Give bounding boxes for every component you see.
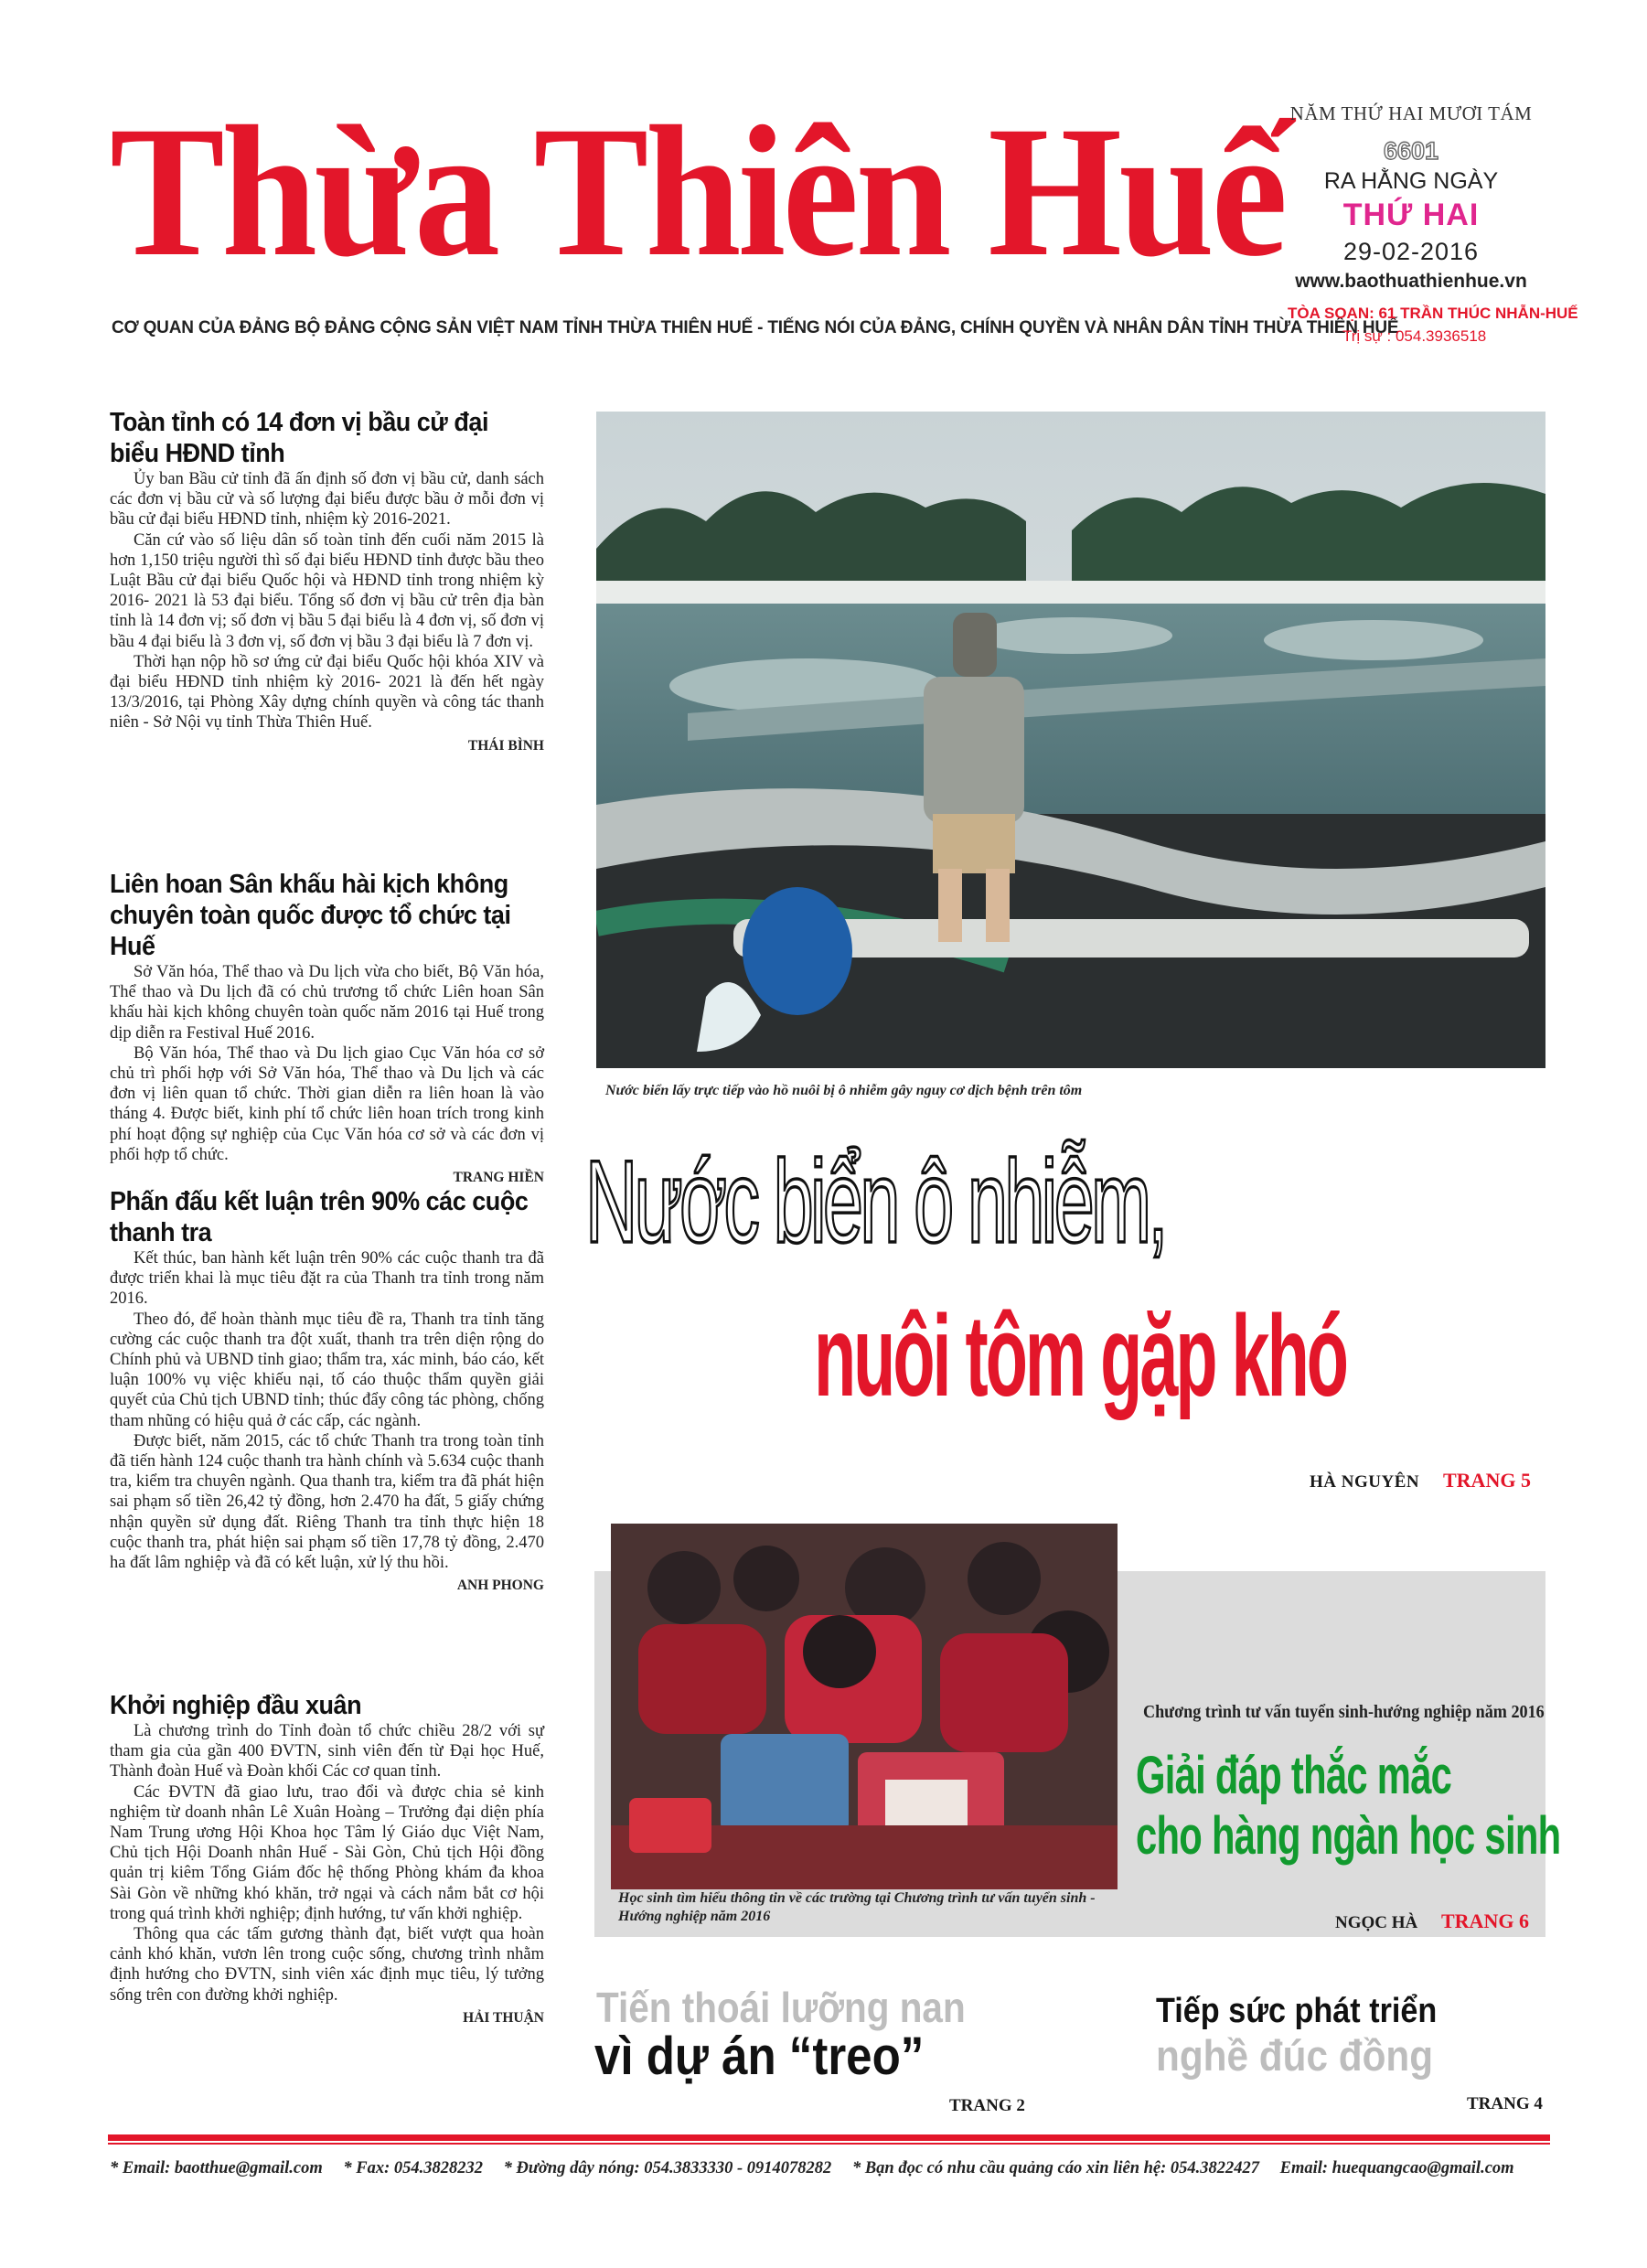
feature-kicker: Chương trình tư vấn tuyển sinh-hướng nghiệp năm 2016: [1143, 1703, 1545, 1722]
lead-page-ref[interactable]: TRANG 5: [1443, 1469, 1531, 1492]
lead-photo-caption: Nước biển lấy trực tiếp vào hồ nuôi bị ô nhiễm gây nguy cơ dịch bệnh trên tôm: [605, 1083, 1083, 1098]
teaser-bronze-line2[interactable]: nghề đúc đồng: [1156, 2031, 1434, 2080]
teaser-project-line1[interactable]: Tiến thoái lưỡng nan: [596, 1984, 966, 2031]
article-body: [110, 1248, 544, 1573]
article-startup: [110, 1690, 544, 2027]
masthead-title: Thừa Thiên Huế: [110, 88, 1285, 295]
lead-title-line2[interactable]: nuôi tôm gặp khó: [814, 1291, 1346, 1420]
footer-ads-email[interactable]: Email: huequangcao@gmail.com: [1279, 2159, 1514, 2177]
footer-ads-contact: * Bạn đọc có nhu cầu quảng cáo xin liên hệ: 054.3822427: [851, 2159, 1260, 2177]
article-comedy-festival: [110, 869, 544, 1186]
feature-page-ref[interactable]: TRANG 6: [1441, 1910, 1529, 1932]
issue-number: 6601: [1383, 137, 1439, 165]
article-paragraph: Căn cứ vào số liệu dân số toàn tỉnh đến cuối năm 2015 là hơn 1,150 triệu người thì số đại biểu HĐND tỉnh được bầu theo Luật Bầu cử đại biểu Quốc hội và HĐND tỉnh trong nhiệm kỳ 2016- 2021 là 53 đại biểu. Tổng số đơn vị bầu cử trên địa bàn tỉnh là 14 đơn vị; số đơn vị bầu 5 đại biểu là 4 đơn vị, số đơn vị bầu 4 đại biểu là 3 đơn vị, số đơn vị bầu 3 đại biểu là 7 đơn vị.: [110, 530, 544, 651]
article-paragraph: Kết thúc, ban hành kết luận trên 90% các cuộc thanh tra đã được triển khai là mục tiêu đặt ra của Thanh tra tỉnh trong năm 2016.: [110, 1249, 544, 1309]
article-paragraph: Là chương trình do Tỉnh đoàn tổ chức chiều 28/2 với sự tham gia của gần 400 ĐVTN, sinh viên đến từ Đại học Huế, Thành đoàn Huế và Đoàn khối Các cơ quan tỉnh.: [110, 1722, 544, 1781]
article-paragraph: Sở Văn hóa, Thể thao và Du lịch vừa cho biết, Bộ Văn hóa, Thể thao và Du lịch đã có chủ trương tổ chức Liên hoan Sân khấu hài kịch không chuyên toàn quốc năm 2016 tại Huế trong dịp diễn ra Festival Huế 2016.: [110, 963, 544, 1043]
article-headline[interactable]: Liên hoan Sân khấu hài kịch không chuyên toàn quốc được tổ chức tại Huế: [110, 870, 511, 961]
article-body: [110, 962, 544, 1165]
teaser-bronze-page-ref[interactable]: TRANG 4: [1467, 2094, 1543, 2113]
office-address: TÒA SOẠN: 61 TRẦN THÚC NHẪN-HUẾ: [1288, 305, 1578, 322]
footer-hotline: * Đường dây nóng: 054.3833330 - 0914078282: [503, 2159, 832, 2177]
students-illustration: [611, 1524, 1118, 1889]
article-paragraph: Thời hạn nộp hồ sơ ứng cử đại biểu Quốc hội khóa XIV và đại biểu HĐND tỉnh nhiệm kỳ 2016- 2021 là đến hết ngày 13/3/2016, tại Phòng Xây dựng chính quyền và công tác thanh niên - Sở Nội vụ tỉnh Thừa Thiên Huế.: [110, 652, 544, 733]
lead-author: HÀ NGUYÊN: [1310, 1472, 1420, 1492]
feature-title-line1[interactable]: Giải đáp thắc mắc: [1136, 1746, 1452, 1805]
feature-author: NGỌC HÀ: [1335, 1913, 1418, 1932]
shrimp-pond-illustration: [596, 412, 1545, 1068]
footer-divider-thin: [108, 2143, 1550, 2145]
article-headline[interactable]: Phấn đấu kết luận trên 90% các cuộc thanh tra: [110, 1187, 529, 1247]
article-headline[interactable]: Khởi nghiệp đầu xuân: [110, 1691, 362, 1720]
article-paragraph: Các ĐVTN đã giao lưu, trao đổi và được chia sẻ kinh nghiệm từ doanh nhân Lê Xuân Hoàng – Trưởng đại diện phía Nam Trung ương Hội Khoa học Tâm lý Giáo dục Việt Nam, Chủ tịch Hội Doanh nhân Huế - Sài Gòn, Chủ tịch Hội đồng quản trị kiêm Tổng Giám đốc hệ thống Phòng khám đa khoa Sài Gòn về những khó khăn, trở ngại và cách nắm bắt cơ hội trong quá trình khởi nghiệp; định hướng, tư vấn khởi nghiệp.: [110, 1782, 544, 1923]
article-paragraph: Được biết, năm 2015, các tổ chức Thanh tra trong toàn tỉnh đã tiến hành 124 cuộc thanh tra hành chính và 5.634 cuộc thanh tra, kiểm tra chuyên ngành. Qua thanh tra, kiểm tra đã phát hiện sai phạm số tiền 26,42 tỷ đồng, hơn 2.470 ha đất, 5 giấy chứng nhận quyền sử dụng đất. Riêng Thanh tra tỉnh thực hiện 18 cuộc thanh tra, phát hiện sai phạm số tiền 17,78 tỷ đồng, 2.470 ha đất lâm nghiệp và đã có kết luận, xử lý thu hồi.: [110, 1431, 544, 1573]
frequency-label: RA HẰNG NGÀY: [1323, 168, 1499, 194]
article-paragraph: Theo đó, để hoàn thành mục tiêu đề ra, Thanh tra tỉnh tăng cường các cuộc thanh tra đột xuất, thanh tra trên diện rộng do Chính phủ và UBND tỉnh giao; thẩm tra, xác minh, báo cáo, kết luận 100% vụ việc khiếu nại, tố cáo thuộc thẩm quyền giải quyết của Chủ tịch UBND tỉnh; thúc đẩy công tác phòng, chống tham nhũng có hiệu quả ở các cấp, các ngành.: [110, 1310, 544, 1430]
feature-title-line2[interactable]: cho hàng ngàn học sinh: [1136, 1806, 1561, 1866]
website-link[interactable]: www.baothuathienhue.vn: [1295, 271, 1527, 292]
footer-contacts: [110, 2159, 1555, 2178]
feature-photo[interactable]: [611, 1524, 1118, 1889]
article-paragraph: Bộ Văn hóa, Thể thao và Du lịch giao Cục Văn hóa cơ sở chủ trì phối hợp với Sở Văn hóa, Thể thao và Du lịch và các đơn vị liên quan tổ chức. Thời gian diễn ra liên hoan là vào tháng 4. Được biết, kinh phí tổ chức liên hoan trích trong kinh phí hoạt động sự nghiệp của Cục Văn hóa cơ sở và các đơn vị phối hợp tổ chức.: [110, 1043, 544, 1164]
footer-email[interactable]: * Email: baotthue@gmail.com: [110, 2159, 323, 2177]
article-paragraph: Ủy ban Bầu cử tỉnh đã ấn định số đơn vị bầu cử, danh sách các đơn vị bầu cử và số lượng đại biểu được bầu ở mỗi đơn vị bầu cử đại biểu HĐND tỉnh, nhiệm kỳ 2016-2021.: [110, 470, 544, 530]
masthead-subtitle: CƠ QUAN CỦA ĐẢNG BỘ ĐẢNG CỘNG SẢN VIỆT NAM TỈNH THỪA THIÊN HUẾ - TIẾNG NÓI CỦA ĐẢNG, CHÍNH QUYỀN VÀ NHÂN DÂN TỈNH THỪA THIÊN HUẾ: [112, 318, 1399, 337]
article-inspection: [110, 1186, 544, 1594]
footer-divider: [108, 2134, 1550, 2141]
lead-title-line1[interactable]: Nước biển ô nhiễm,: [585, 1137, 1165, 1268]
article-headline[interactable]: Toàn tỉnh có 14 đơn vị bầu cử đại biểu HĐND tỉnh: [110, 408, 488, 468]
footer-fax: * Fax: 054.3828232: [343, 2159, 484, 2177]
year-label: NĂM THỨ HAI MƯƠI TÁM: [1289, 102, 1533, 124]
article-body: [110, 469, 544, 733]
issue-date: 29-02-2016: [1342, 238, 1480, 265]
article-paragraph: Thông qua các tấm gương thành đạt, biết vượt qua hoàn cảnh khó khăn, vươn lên trong cuộc sống, chương trình nhằm định hướng cho ĐVTN, sinh viên xác định mục tiêu, lý tưởng sống trên con đường khởi nghiệp.: [110, 1925, 544, 2005]
article-election: [110, 407, 544, 754]
lead-photo[interactable]: [596, 412, 1545, 1068]
article-byline: THÁI BÌNH: [467, 737, 544, 754]
article-body: [110, 1721, 544, 2006]
article-byline: HẢI THUẬN: [463, 2009, 544, 2026]
weekday-label: THỨ HAI: [1342, 198, 1480, 232]
admin-phone: Trị sự : 054.3936518: [1342, 327, 1487, 345]
teaser-project-line2[interactable]: vì dự án “treo”: [594, 2027, 925, 2086]
article-byline: TRANG HIỀN: [453, 1170, 544, 1186]
teaser-bronze-line1[interactable]: Tiếp sức phát triển: [1156, 1992, 1438, 2030]
article-byline: ANH PHONG: [456, 1578, 544, 1594]
teaser-project-page-ref[interactable]: TRANG 2: [949, 2096, 1025, 2115]
feature-photo-caption: Học sinh tìm hiểu thông tin về các trường tại Chương trình tư vấn tuyển sinh - Hướng nghiệp năm 2016: [618, 1890, 1096, 1924]
